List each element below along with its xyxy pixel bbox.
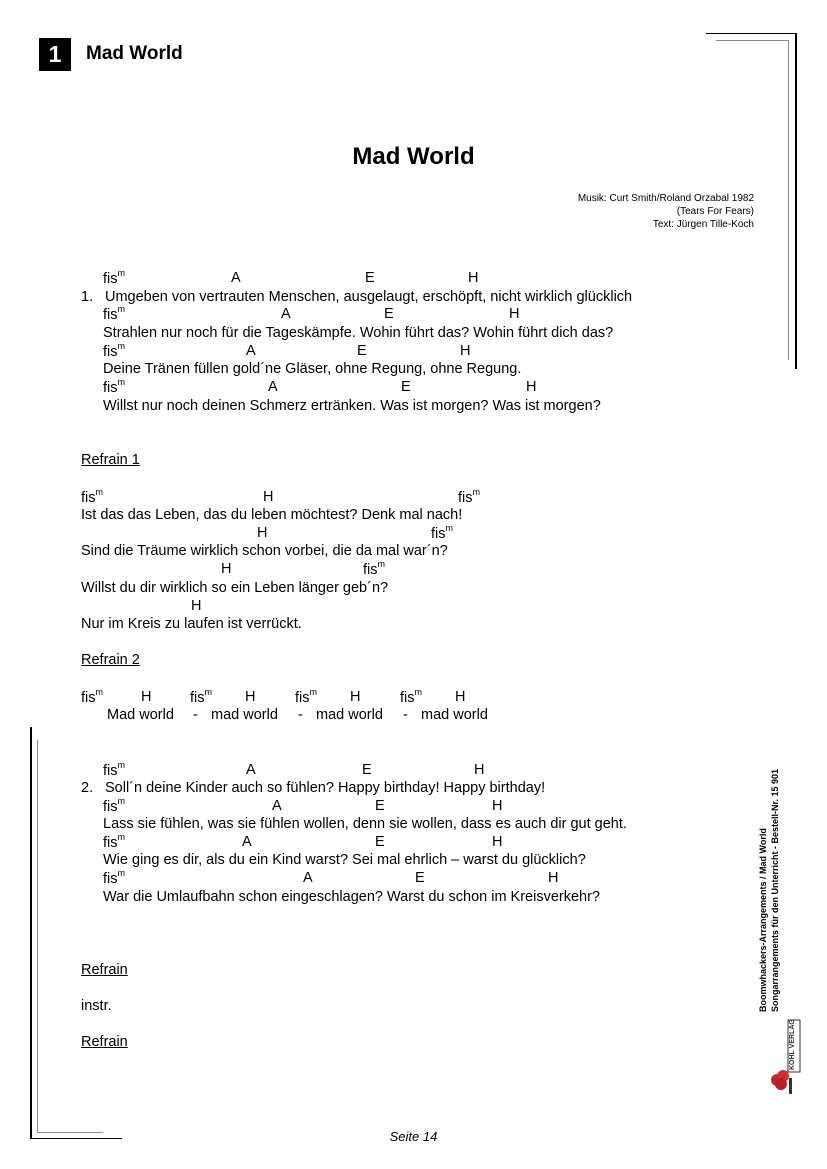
chord-h: H bbox=[460, 343, 471, 359]
credit-band: (Tears For Fears) bbox=[676, 206, 754, 217]
chord-e: E bbox=[375, 834, 385, 850]
chord-fism: fis$^m$ bbox=[458, 487, 480, 506]
song-credits bbox=[578, 192, 754, 231]
chord-e: E bbox=[365, 270, 375, 286]
chapter-title: Mad World bbox=[86, 43, 183, 64]
verse2-line-3: Wie ging es dir, als du ein Kind warst? Sei mal ehrlich – warst du glücklich? bbox=[103, 852, 586, 868]
chord-h: H bbox=[548, 870, 559, 886]
chord-h: H bbox=[492, 834, 503, 850]
verse1-line-1: Umgeben von vertrauten Menschen, ausgelaugt, erschöpft, nicht wirklich glücklich bbox=[105, 289, 633, 305]
chord-fism: fis$^m$ bbox=[103, 832, 125, 851]
chord-e: E bbox=[357, 343, 367, 359]
chord-fism: fis$^m$ bbox=[103, 868, 125, 887]
verse2-line-2: Lass sie fühlen, was sie fühlen wollen, denn sie wollen, dass es auch dir gut geht. bbox=[103, 816, 627, 832]
chord-fism: fis$^m$ bbox=[103, 796, 125, 815]
chord-h: H bbox=[263, 489, 274, 505]
frame-top-right-v bbox=[795, 33, 797, 369]
chord-h: H bbox=[509, 306, 520, 322]
instrumental-label: instr. bbox=[81, 998, 112, 1014]
chord-fism: fis$^m$ bbox=[81, 687, 103, 706]
publisher-logo bbox=[768, 1018, 802, 1096]
chord-a: A bbox=[246, 762, 256, 778]
chord-fism: fis$^m$ bbox=[295, 687, 317, 706]
chord-a: A bbox=[242, 834, 252, 850]
sidebar-line-1: Boomwhackers-Arrangements / Mad World bbox=[758, 828, 768, 1012]
verse1-line-4: Willst nur noch deinen Schmerz ertränken. Was ist morgen? Was ist morgen? bbox=[103, 398, 601, 414]
refrain2-dash: - bbox=[298, 707, 303, 723]
chord-e: E bbox=[401, 379, 411, 395]
refrain1-line-4: Nur im Kreis zu laufen ist verrückt. bbox=[81, 616, 302, 632]
refrain1-line-1: Ist das das Leben, das du leben möchtest? Denk mal nach! bbox=[81, 507, 463, 523]
chord-e: E bbox=[415, 870, 425, 886]
chord-fism: fis$^m$ bbox=[400, 687, 422, 706]
refrain2-heading: Refrain 2 bbox=[81, 652, 140, 668]
frame-bottom-left-v2 bbox=[37, 740, 38, 1132]
chord-h: H bbox=[221, 561, 232, 577]
verse2-line-1: Soll´n deine Kinder auch so fühlen? Happy birthday! Happy birthday! bbox=[105, 780, 546, 796]
chord-h: H bbox=[350, 689, 361, 705]
refrain2-word: mad world bbox=[211, 707, 278, 723]
chord-a: A bbox=[231, 270, 241, 286]
chord-fism: fis$^m$ bbox=[431, 523, 453, 542]
chord-fism: fis$^m$ bbox=[363, 559, 385, 578]
chapter-number: 1 bbox=[39, 38, 71, 71]
credit-music: Musik: Curt Smith/Roland Orzabal 1982 bbox=[577, 193, 754, 204]
verse1-line-2: Strahlen nur noch für die Tageskämpfe. Wohin führt das? Wohin führt dich das? bbox=[103, 325, 614, 341]
sidebar-line-2: Songarrangements für den Unterricht - Bestell-Nr. 15 901 bbox=[770, 768, 780, 1012]
frame-top-right-h bbox=[706, 33, 795, 34]
credit-text: Text: Jürgen Tille-Koch bbox=[652, 219, 754, 230]
tree-icon bbox=[768, 1018, 802, 1096]
chord-fism: fis$^m$ bbox=[190, 687, 212, 706]
page-number: Seite 14 bbox=[389, 1129, 438, 1144]
refrain2-word: mad world bbox=[316, 707, 383, 723]
refrain2-word: mad world bbox=[421, 707, 488, 723]
refrain-heading: Refrain bbox=[81, 962, 128, 978]
chord-fism: fis$^m$ bbox=[103, 268, 125, 287]
song-title: Mad World bbox=[352, 143, 475, 170]
refrain1-heading: Refrain 1 bbox=[81, 452, 140, 468]
chord-h: H bbox=[526, 379, 537, 395]
chord-e: E bbox=[375, 798, 385, 814]
chord-fism: fis$^m$ bbox=[103, 341, 125, 360]
chord-h: H bbox=[257, 525, 268, 541]
chord-fism: fis$^m$ bbox=[81, 487, 103, 506]
frame-bottom-left-v bbox=[30, 727, 32, 1139]
chord-a: A bbox=[246, 343, 256, 359]
sidebar-publication-info bbox=[757, 722, 781, 1012]
refrain2-word: Mad world bbox=[107, 707, 174, 723]
chord-h: H bbox=[474, 762, 485, 778]
chord-a: A bbox=[303, 870, 313, 886]
chord-h: H bbox=[141, 689, 152, 705]
refrain2-dash: - bbox=[403, 707, 408, 723]
chord-h: H bbox=[191, 598, 202, 614]
chord-a: A bbox=[268, 379, 278, 395]
chord-h: H bbox=[245, 689, 256, 705]
verse2-line-4: War die Umlaufbahn schon eingeschlagen? Warst du schon im Kreisverkehr? bbox=[103, 889, 601, 905]
chord-fism: fis$^m$ bbox=[103, 377, 125, 396]
refrain-heading: Refrain bbox=[81, 1034, 128, 1050]
chord-h: H bbox=[492, 798, 503, 814]
frame-top-right-v2 bbox=[788, 40, 789, 360]
chord-a: A bbox=[272, 798, 282, 814]
chord-h: H bbox=[468, 270, 479, 286]
verse1-number: 1. bbox=[81, 289, 94, 305]
frame-top-right-h2 bbox=[716, 40, 788, 41]
chord-fism: fis$^m$ bbox=[103, 304, 125, 323]
chord-e: E bbox=[362, 762, 372, 778]
refrain1-line-2: Sind die Träume wirklich schon vorbei, die da mal war´n? bbox=[81, 543, 448, 559]
chord-h: H bbox=[455, 689, 466, 705]
chord-fism: fis$^m$ bbox=[103, 760, 125, 779]
refrain1-line-3: Willst du dir wirklich so ein Leben länger geb´n? bbox=[81, 580, 389, 596]
chord-a: A bbox=[281, 306, 291, 322]
chord-e: E bbox=[384, 306, 394, 322]
verse2-number: 2. bbox=[81, 780, 94, 796]
publisher-name: KOHL VERLAG bbox=[789, 1019, 796, 1070]
refrain2-dash: - bbox=[193, 707, 198, 723]
verse1-line-3: Deine Tränen füllen gold´ne Gläser, ohne Regung, ohne Regung. bbox=[103, 361, 522, 377]
